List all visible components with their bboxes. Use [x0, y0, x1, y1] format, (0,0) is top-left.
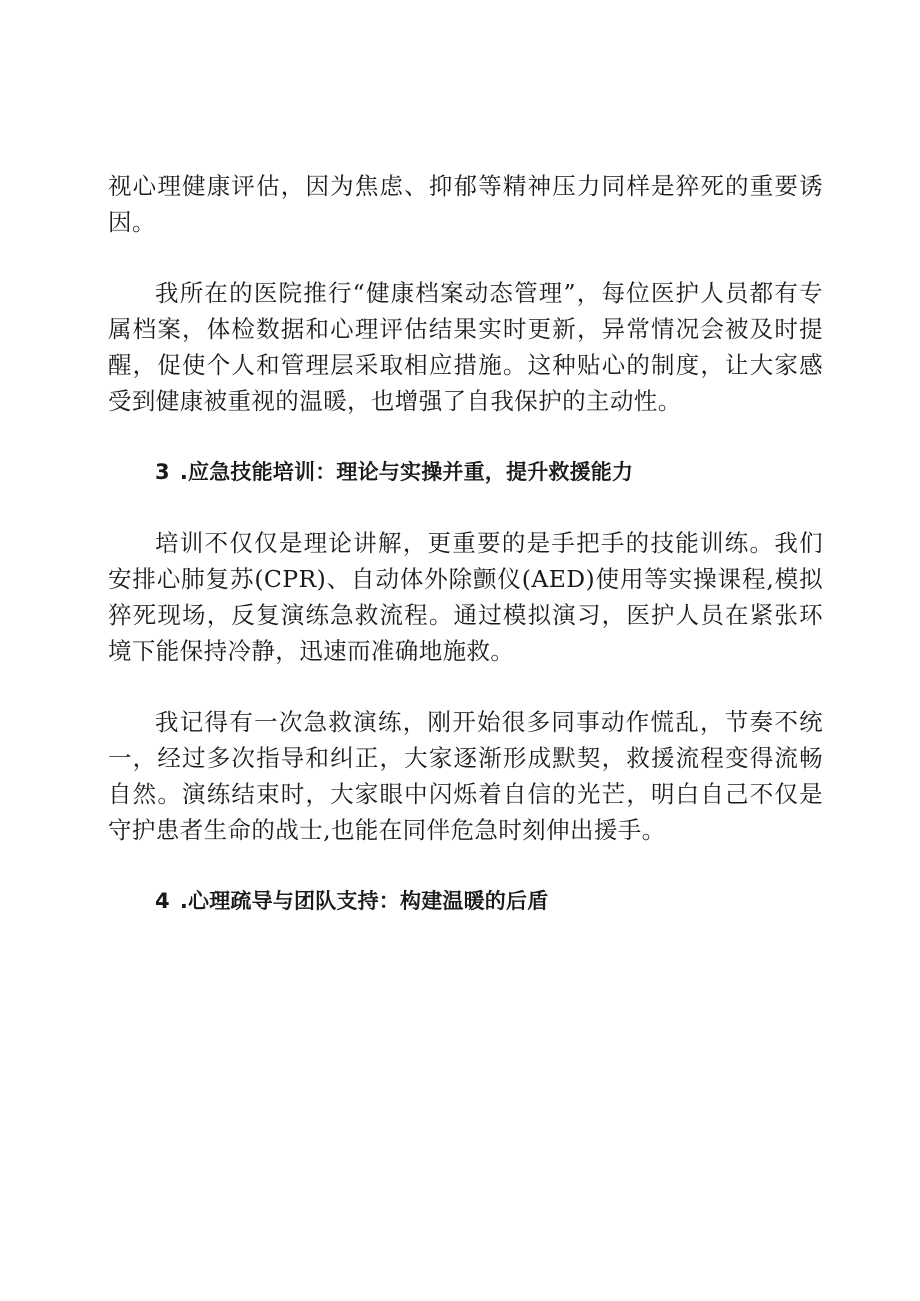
paragraph-skills-training: 培训不仅仅是理论讲解，更重要的是手把手的技能训练。我们安排心肺复苏(CPR)、自动体外除颤仪(AED)使用等实操课程,模拟猝死现场，反复演练急救流程。通过模拟演习，医护人员在紧张环境下能保持冷静，迅速而准确地施救。: [108, 529, 823, 665]
section-title: .应急技能培训：理论与实操并重，提升救援能力: [179, 460, 634, 484]
paragraph-health-records: 我所在的医院推行“健康档案动态管理”，每位医护人员都有专属档案，体检数据和心理评估结果实时更新，异常情况会被及时提醒，促使个人和管理层采取相应措施。这种贴心的制度，让大家感受到健康被重视的温暖，也增强了自我保护的主动性。: [108, 279, 823, 415]
section-heading-4: [108, 883, 823, 919]
paragraph-continuation: 视心理健康评估，因为焦虑、抑郁等精神压力同样是猝死的重要诱因。: [108, 172, 823, 236]
section-number: 3: [155, 460, 170, 484]
paragraph-gap: [108, 240, 823, 275]
section-number: 4: [155, 889, 170, 913]
paragraph-gap: [108, 419, 823, 454]
document-body: [108, 168, 823, 919]
paragraph-gap: [108, 490, 823, 525]
section-title: .心理疏导与团队支持：构建温暖的后盾: [179, 889, 549, 913]
paragraph-gap: [108, 848, 823, 883]
paragraph-drill-memory: 我记得有一次急救演练，刚开始很多同事动作慌乱，节奏不统一，经过多次指导和纠正，大家逐渐形成默契，救援流程变得流畅自然。演练结束时，大家眼中闪烁着自信的光芒，明白自己不仅是守护患者生命的战士,也能在同伴危急时刻伸出援手。: [108, 708, 823, 844]
paragraph-gap: [108, 669, 823, 704]
section-heading-3: [108, 454, 823, 490]
